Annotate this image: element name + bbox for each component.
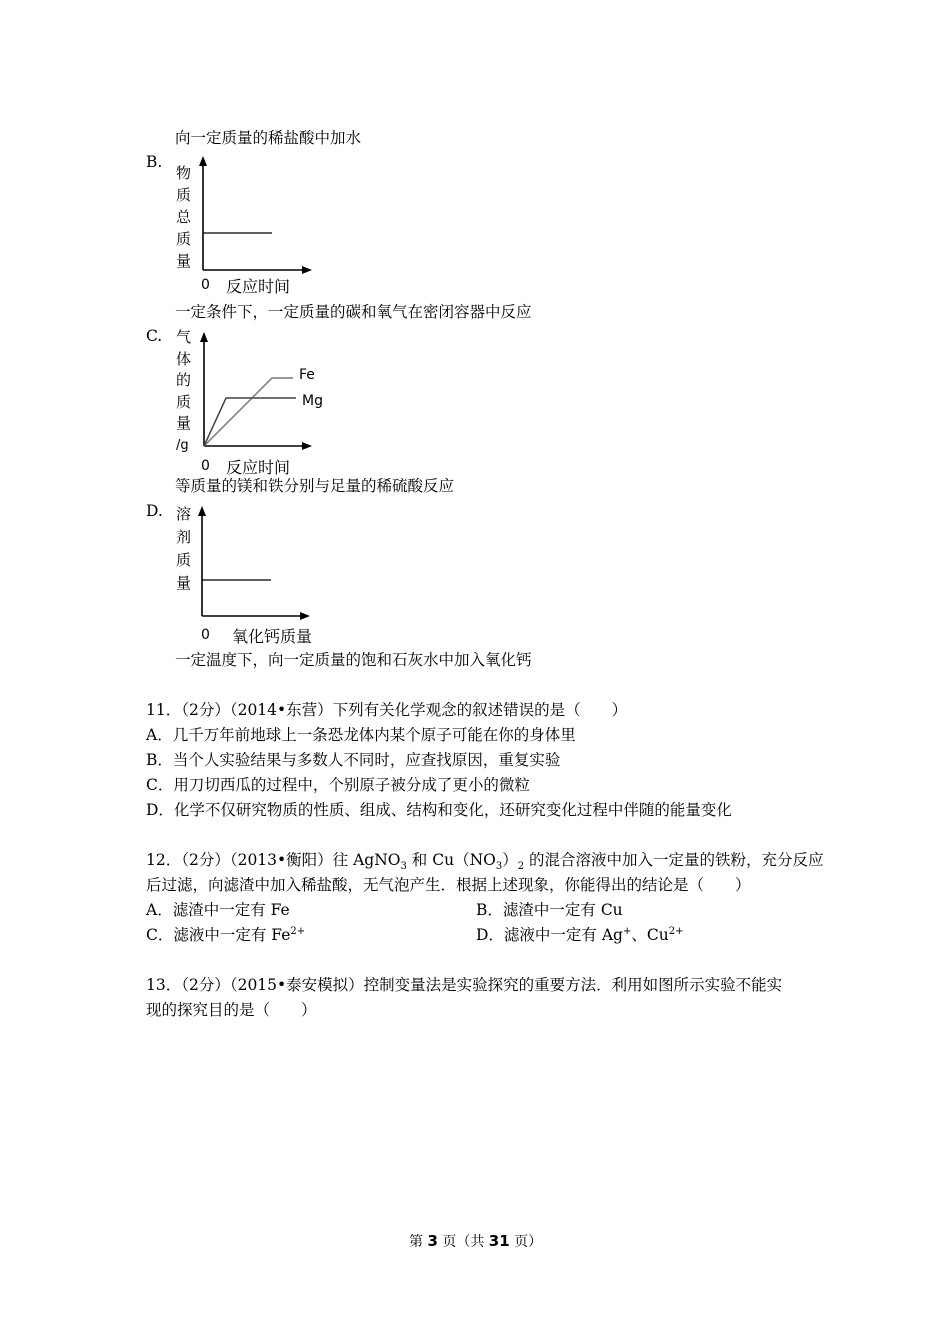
ylabel-char: 量 [176, 252, 192, 270]
q12-option-d [476, 925, 683, 945]
footer-text: 页（共 [437, 1234, 489, 1250]
option-a-caption: 向一定质量的稀盐酸中加水 [175, 129, 362, 147]
ylabel-char: 质 [176, 230, 192, 248]
option-d-letter: D. [146, 502, 163, 520]
subscript: 3 [400, 861, 407, 873]
q11-stem: 11．（2分）（2014•东营）下列有关化学观念的叙述错误的是（ ） [146, 701, 628, 719]
q12-option-b: B．滤渣中一定有 Cu [476, 901, 623, 919]
q11-option-d: D．化学不仅研究物质的性质、组成、结构和变化，还研究变化过程中伴随的能量变化 [146, 801, 732, 819]
option-b-letter: B. [146, 153, 163, 171]
option-d-caption: 一定温度下，向一定质量的饱和石灰水中加入氧化钙 [175, 651, 532, 669]
q12-option-c [146, 925, 305, 945]
ylabel-char: 物 [176, 164, 192, 182]
chart-d-xlabel: 氧化钙质量 [232, 627, 313, 646]
option-c-letter: C. [146, 327, 163, 345]
chart-b-xlabel: 反应时间 [226, 277, 291, 296]
option-c-caption: 等质量的镁和铁分别与足量的稀硫酸反应 [175, 477, 455, 495]
q13-stem-line1: 13．（2分）（2015•泰安模拟）控制变量法是实验探究的重要方法．利用如图所示实验不能实 [146, 976, 783, 994]
ylabel-char: /g [176, 437, 189, 453]
superscript: + [622, 925, 632, 937]
q12-stem-text: 的混合溶液中加入一定量的铁粉，充分反应 [524, 851, 824, 869]
superscript: 2+ [290, 925, 306, 937]
page-footer [409, 1231, 542, 1251]
ylabel-char: 的 [176, 371, 192, 389]
chart-d-y-arrow [198, 506, 206, 516]
q12-stem-line1 [146, 850, 824, 873]
footer-page-number: 3 [427, 1232, 438, 1250]
ylabel-char: 质 [176, 186, 192, 204]
q12-option-d-text: 、Cu [631, 926, 669, 944]
ylabel-char: 体 [176, 349, 192, 368]
q11-option-b: B．当个人实验结果与多数人不同时，应查找原因，重复实验 [146, 751, 561, 769]
q12-stem-text: 和 Cu（NO [406, 851, 496, 869]
ylabel-char: 气 [176, 328, 192, 346]
subscript: 3 [495, 861, 503, 873]
footer-text: 第 [409, 1234, 428, 1250]
q12-stem-text: ） [502, 851, 518, 869]
ylabel-char: 量 [176, 414, 192, 432]
footer-text: 页） [509, 1234, 543, 1250]
q12-option-d-text: D．滤液中一定有 Ag [476, 926, 623, 944]
ylabel-char: 剂 [176, 528, 192, 546]
chart-d-x-arrow [300, 612, 310, 620]
ylabel-char: 溶 [176, 505, 192, 523]
ylabel-char: 总 [176, 208, 192, 226]
footer-total-pages: 31 [488, 1232, 510, 1250]
q11-option-a: A．几千万年前地球上一条恐龙体内某个原子可能在你的身体里 [146, 726, 576, 744]
chart-c-origin: 0 [201, 458, 210, 474]
superscript: 2+ [668, 925, 684, 937]
q12-stem-text: 12．（2分）（2013•衡阳）往 AgNO [146, 851, 401, 869]
chart-c-fe-label: Fe [299, 367, 315, 383]
ylabel-char: 质 [176, 392, 192, 411]
q12-stem-line2: 后过滤，向滤渣中加入稀盐酸，无气泡产生．根据上述现象，你能得出的结论是（ ） [146, 876, 751, 894]
option-b-caption: 一定条件下，一定质量的碳和氧气在密闭容器中反应 [175, 303, 532, 321]
q11-option-c: C．用刀切西瓜的过程中，个别原子被分成了更小的微粒 [146, 776, 530, 794]
subscript: 2 [517, 861, 525, 873]
ylabel-char: 质 [176, 551, 192, 569]
q13-stem-line2: 现的探究目的是（ ） [146, 1001, 317, 1019]
chart-c-xlabel: 反应时间 [226, 458, 291, 477]
chart-c-mg-label: Mg [302, 393, 323, 409]
chart-d-origin: 0 [201, 627, 210, 643]
q12-option-c-text: C．滤液中一定有 Fe [146, 926, 291, 944]
ylabel-char: 量 [176, 574, 192, 592]
q12-option-a: A．滤渣中一定有 Fe [146, 901, 290, 919]
chart-b-origin: 0 [201, 277, 210, 293]
